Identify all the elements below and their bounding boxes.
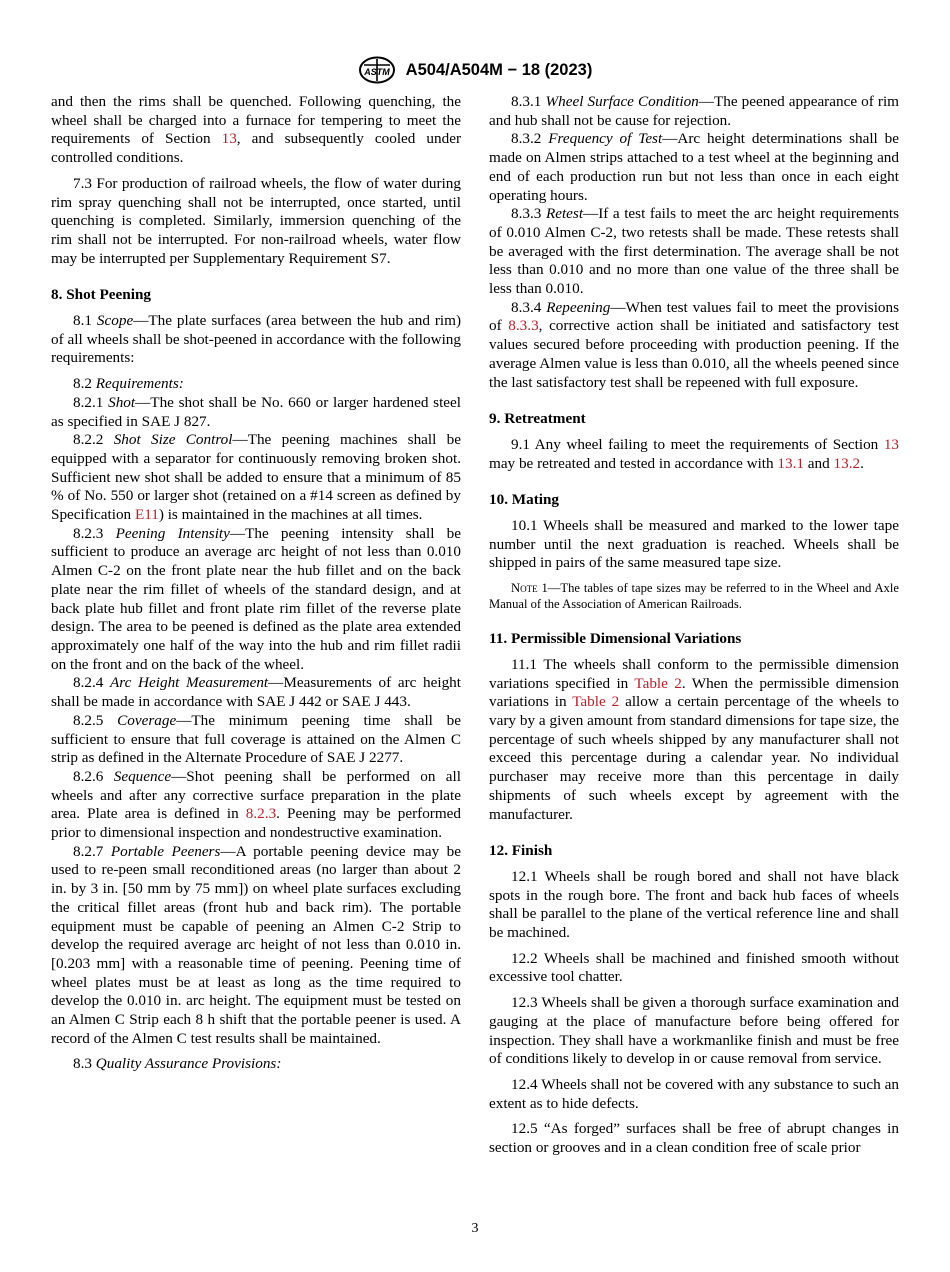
paragraph-12-2: 12.2 Wheels shall be machined and finished smooth without excessive tool chatter. (489, 949, 899, 986)
paragraph-8-1: 8.1 Scope—The plate surfaces (area between the hub and rim) of all wheels shall be shot-peened in accordance with the following requirements: (51, 312, 462, 367)
paragraph-8-3-1: 8.3.1 Wheel Surface Condition—The peened appearance of rim and hub shall not be cause for rejection. (489, 93, 899, 129)
page-header (0, 56, 950, 84)
paragraph-12-5: 12.5 “As forged” surfaces shall be free of abrupt changes in section or grooves and in a clean condition free of scale prior (489, 1120, 899, 1157)
paragraph-8-2-2: 8.2.2 Shot Size Control—The peening machines shall be equipped with a separator for continuously removing broken shot. Sufficient new shot shall be added to ensure that a minimum of 85 % of No. 550 or larger shot (retained on a #14 screen as defined by Specification E11) is maintained in the machines at all times. (51, 431, 462, 524)
paragraph-12-3: 12.3 Wheels shall be given a thorough surface examination and gauging at the place of manufacture before being offered for inspection. They shall have a workmanlike finish and must be free of conditions likely to develop in or cause removal from service. (489, 994, 899, 1068)
paragraph-9-1: 9.1 Any wheel failing to meet the requirements of Section 13 may be retreated and tested in accordance with 13.1 and 13.2. (489, 435, 899, 472)
section-12-heading: 12. Finish (489, 842, 553, 860)
paragraph-7-3: 7.3 For production of railroad wheels, the flow of water during rim spray quenching shall not be interrupted, once started, until quenching is completed. Similarly, immersion quenching of the rim shall not be interrupted. For non-railroad wheels, water flow may be interrupted per Supplementary Requirement S7. (51, 174, 461, 267)
paragraph-8-2: 8.2 Requirements: (73, 375, 184, 393)
paragraph-12-1: 12.1 Wheels shall be rough bored and shall not have black spots in the rough bore. The front and back hub faces of wheels shall be parallel to the plane of the vertical reference line and shall be machined. (489, 867, 899, 942)
section-13-link[interactable]: 13 (883, 435, 899, 453)
paragraph-8-2-1: 8.2.1 Shot—The shot shall be No. 660 or larger hardened steel as specified in SAE J 827. (51, 393, 462, 430)
astm-logo-icon (358, 56, 396, 84)
paragraph-8-2-5: 8.2.5 Coverage—The minimum peening time shall be sufficient to ensure that full coverage is attained on the Almen C strip as defined in the Alternate Procedure of SAE J 2277. (51, 711, 461, 767)
table-2-link[interactable]: Table 2 (572, 693, 620, 711)
paragraph-7-2-continued: and then the rims shall be quenched. Following quenching, the wheel shall be charged into a furnace for tempering to meet the requirements of Section 13, and subsequently cooled under controlled conditions. (51, 93, 461, 167)
paragraph-8-3-2: 8.3.2 Frequency of Test—Arc height determinations shall be made on Almen strips attached to a test wheel at the beginning and end of each production run but not less than once in each eight operating hours. (489, 130, 900, 204)
section-10-heading: 10. Mating (489, 491, 560, 509)
page-number: 3 (471, 1221, 479, 1236)
paragraph-8-3: 8.3 Quality Assurance Provisions: (73, 1055, 282, 1073)
note-1: Note 1—The tables of tape sizes may be referred to in the Wheel and Axle Manual of the Association of American Railroads. (489, 581, 899, 612)
paragraph-8-3-4: 8.3.4 Repeening—When test values fail to meet the provisions of 8.3.3, corrective action shall be initiated and satisfactory test values secured before proceeding with production peening. If the average Almen value is less than 0.010, all the wheels peened since the last satisfactory test shall be repeened with full exposure. (489, 298, 900, 391)
section-8-2-3-link[interactable]: 8.2.3 (245, 805, 277, 823)
section-13-2-link[interactable]: 13.2 (833, 454, 861, 472)
paragraph-11-1: 11.1 The wheels shall conform to the permissible dimension variations specified in Table 2. When the permissible dimension variations in Table 2 allow a certain percentage of the wheels to vary by a given amount from standard dimensions for tape size, the percentage of such wheels shipped by any manufacturer shall not exceed this percentage during a calendar year. No individual purchaser may receive more than this percentage in daily shipments of such wheels except by agreement with the manufacturer. (489, 655, 899, 823)
document-id: A504/A504M − 18 (2023) (405, 60, 593, 79)
section-8-3-3-link[interactable]: 8.3.3 (508, 317, 539, 335)
section-8-heading: 8. Shot Peening (51, 286, 151, 304)
paragraph-8-3-3: 8.3.3 Retest—If a test fails to meet the arc height requirements of 0.010 Almen C-2, two retests shall be made. These retests shall be averaged with the first determination. The average shall be not less than 0.010 and no more than one value of the three shall be less than 0.010. (489, 205, 900, 298)
section-9-heading: 9. Retreatment (489, 410, 586, 428)
paragraph-12-4: 12.4 Wheels shall not be covered with any substance to such an extent as to hide defects. (489, 1075, 899, 1112)
svg-text:ASTM: ASTM (363, 67, 390, 77)
section-13-link[interactable]: 13 (221, 130, 237, 148)
paragraph-10-1: 10.1 Wheels shall be measured and marked to the lower tape number until the next graduation is reached. Wheels shall be shipped in pairs of the same measured tape size. (489, 517, 899, 572)
section-13-1-link[interactable]: 13.1 (777, 454, 804, 472)
paragraph-8-2-6: 8.2.6 Sequence—Shot peening shall be performed on all wheels and after any corrective surface preparation in the plate area. Plate area is defined in 8.2.3. Peening may be performed prior to dimensional inspection and nondestructive examination. (51, 767, 461, 842)
section-11-heading: 11. Permissible Dimensional Variations (489, 630, 742, 648)
right-column (489, 93, 899, 1158)
paragraph-8-2-4: 8.2.4 Arc Height Measurement—Measurements of arc height shall be made in accordance with SAE J 442 or SAE J 443. (51, 674, 461, 711)
left-column (51, 93, 461, 1074)
paragraph-8-2-3: 8.2.3 Peening Intensity—The peening intensity shall be sufficient to produce an average arc height of not less than 0.010 Almen C-2 on the front plate near the hub fillet and on the back plate near the rim fillet of wheels of the standard design, and at back plate hub fillet and front plate rim fillet of the reverse plate design. The area to be peened is defined as the plate area extended approximately one half of the way into the hub and rim fillet radii on the front and on the back of the wheel. (51, 524, 461, 673)
paragraph-8-2-7: 8.2.7 Portable Peeners—A portable peening device may be used to re-peen small reconditioned areas (no larger than about 2 in. by 3 in. [50 mm by 75 mm]) on wheel plate surfaces excluding the critical fillet areas (front hub and back rim). The portable equipment must be capable of peening an Almen C-2 Strip to develop the required average arc height of not less than 0.010 in. [0.203 mm] with a reasonable time of peening. Peening time of wheel plates must be at least as long as the time required to develop the 0.010 in. arc height. The equipment must be tested on an Almen C Strip each 8 h shift that the portable peener is used. A record of the Almen C test results shall be maintained. (51, 842, 461, 1047)
table-2-link[interactable]: Table 2 (634, 674, 682, 692)
spec-e11-link[interactable]: E11 (134, 506, 159, 524)
